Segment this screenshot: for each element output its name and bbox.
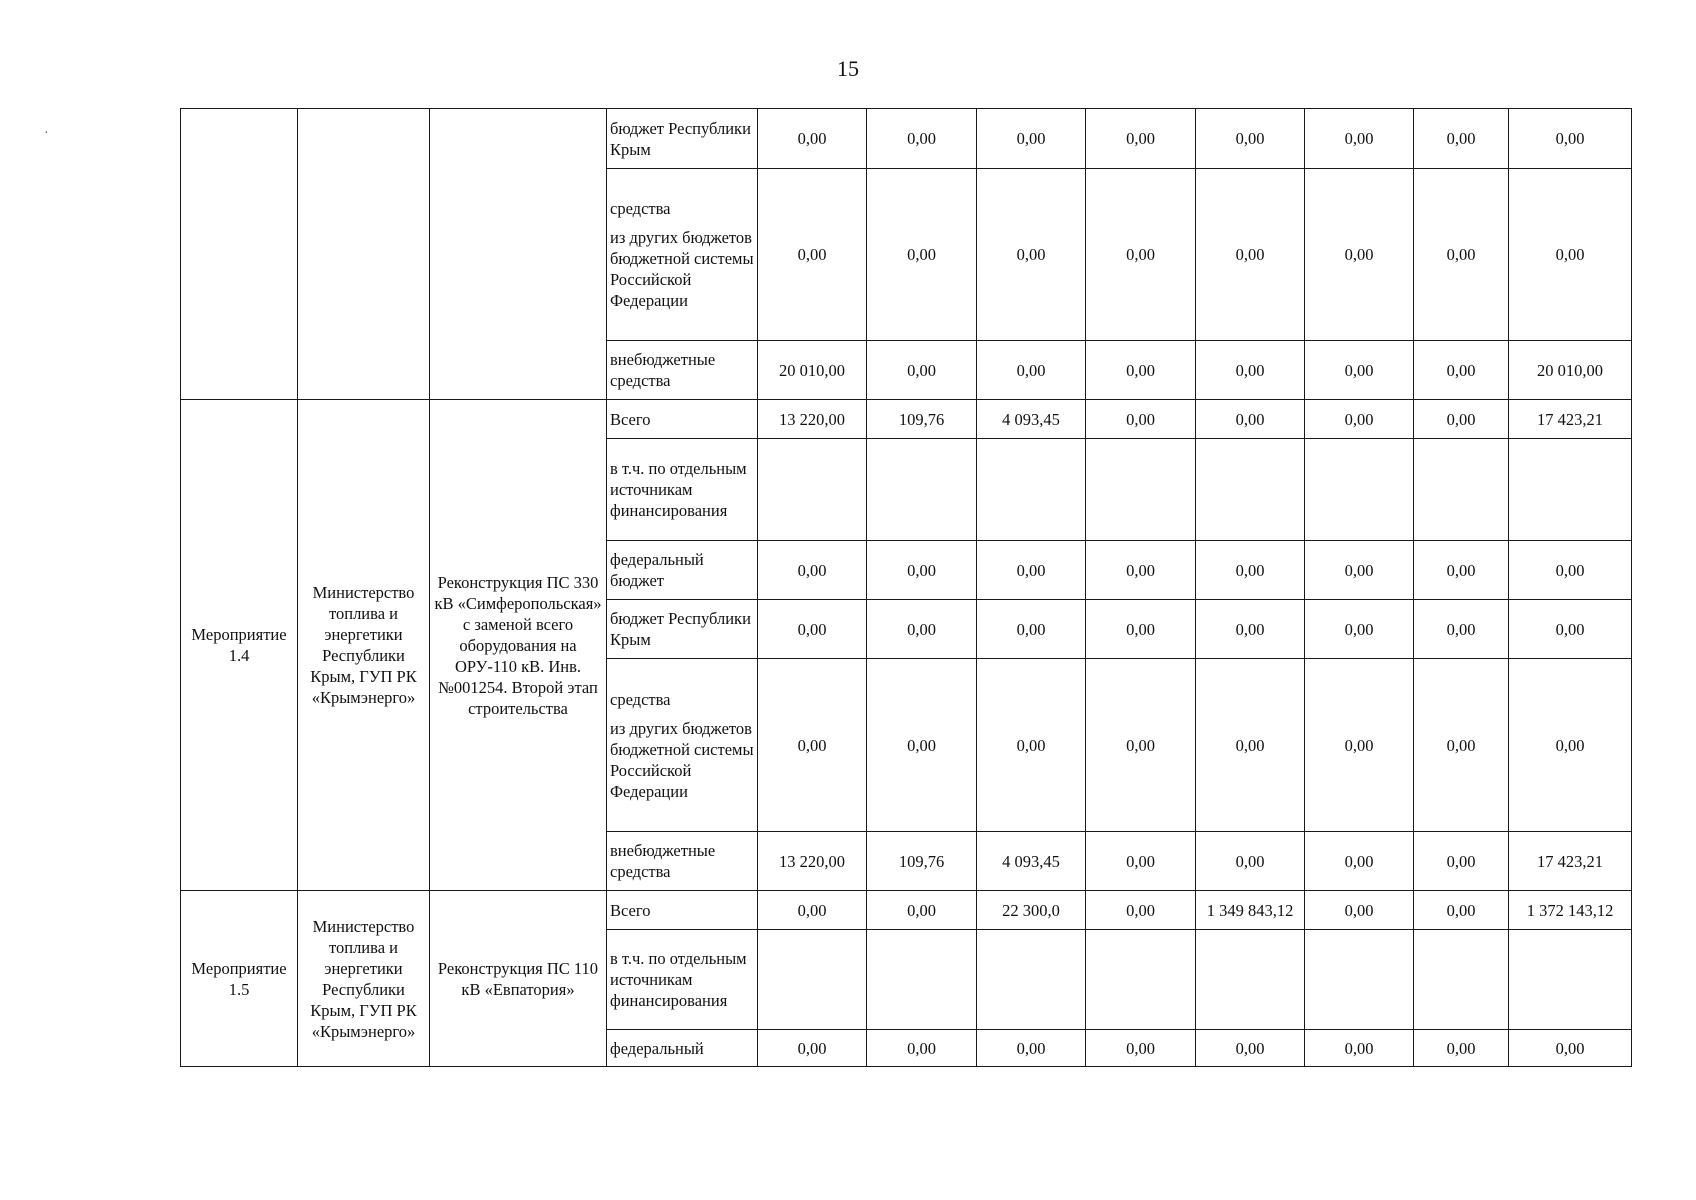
value-cell: 0,00	[867, 541, 977, 600]
value-cell	[1414, 930, 1509, 1030]
value-cell: 0,00	[1086, 541, 1196, 600]
value-cell: 20 010,00	[758, 341, 867, 400]
value-cell	[977, 930, 1086, 1030]
value-cell: 0,00	[758, 659, 867, 832]
value-cell: 0,00	[977, 659, 1086, 832]
value-cell: 0,00	[977, 1030, 1086, 1067]
value-cell: 0,00	[1196, 341, 1305, 400]
value-cell: 0,00	[1305, 832, 1414, 891]
value-cell	[867, 930, 977, 1030]
event-cell	[181, 109, 298, 400]
value-cell: 0,00	[1414, 1030, 1509, 1067]
value-cell: 0,00	[1414, 659, 1509, 832]
value-cell: 0,00	[1305, 659, 1414, 832]
value-cell	[1305, 930, 1414, 1030]
value-cell: 0,00	[867, 891, 977, 930]
source-cell	[607, 659, 758, 832]
value-cell: 0,00	[1196, 109, 1305, 169]
value-cell: 0,00	[758, 541, 867, 600]
source-cell	[607, 169, 758, 341]
value-cell: 0,00	[1305, 1030, 1414, 1067]
value-cell: 0,00	[758, 891, 867, 930]
source-lead: средства	[610, 199, 671, 218]
object-cell: Реконструкция ПС 110 кВ «Евпатория»	[430, 891, 607, 1067]
event-cell: Мероприятие 1.5	[181, 891, 298, 1067]
value-cell	[1305, 439, 1414, 541]
value-cell	[1509, 930, 1632, 1030]
executor-cell: Министерство топлива и энергетики Республики Крым, ГУП РК «Крымэнерго»	[298, 400, 430, 891]
value-cell: 0,00	[1414, 109, 1509, 169]
table-row	[181, 891, 1632, 930]
value-cell: 0,00	[1086, 891, 1196, 930]
value-cell: 0,00	[1414, 169, 1509, 341]
value-cell	[1414, 439, 1509, 541]
executor-cell	[298, 109, 430, 400]
value-cell: 0,00	[1196, 169, 1305, 341]
value-cell	[1086, 930, 1196, 1030]
value-cell: 0,00	[1414, 600, 1509, 659]
value-cell: 0,00	[758, 109, 867, 169]
value-cell: 0,00	[1086, 169, 1196, 341]
source-text: из других бюджетов бюджетной системы Российской Федерации	[610, 228, 754, 310]
value-cell: 4 093,45	[977, 832, 1086, 891]
value-cell: 0,00	[758, 600, 867, 659]
source-cell: бюджет Республики Крым	[607, 109, 758, 169]
table-row	[181, 400, 1632, 439]
value-cell: 0,00	[867, 600, 977, 659]
value-cell: 0,00	[1509, 600, 1632, 659]
source-cell: в т.ч. по отдельным источникам финансирования	[607, 930, 758, 1030]
value-cell	[977, 439, 1086, 541]
value-cell: 0,00	[1196, 1030, 1305, 1067]
value-cell: 0,00	[1196, 832, 1305, 891]
value-cell: 1 349 843,12	[1196, 891, 1305, 930]
value-cell: 0,00	[1414, 341, 1509, 400]
value-cell: 0,00	[1086, 400, 1196, 439]
value-cell: 0,00	[1414, 832, 1509, 891]
value-cell: 0,00	[867, 341, 977, 400]
value-cell: 0,00	[1086, 341, 1196, 400]
value-cell: 0,00	[1509, 1030, 1632, 1067]
source-lead: средства	[610, 689, 671, 709]
value-cell	[1196, 930, 1305, 1030]
source-text: из других бюджетов бюджетной системы Российской Федерации	[610, 718, 754, 801]
value-cell: 0,00	[758, 1030, 867, 1067]
value-cell	[758, 439, 867, 541]
value-cell: 0,00	[1509, 659, 1632, 832]
value-cell: 0,00	[1086, 1030, 1196, 1067]
value-cell: 0,00	[1305, 169, 1414, 341]
value-cell: 0,00	[977, 600, 1086, 659]
value-cell: 0,00	[1305, 891, 1414, 930]
value-cell: 0,00	[867, 109, 977, 169]
object-cell	[430, 109, 607, 400]
value-cell: 0,00	[1305, 400, 1414, 439]
value-cell: 0,00	[1414, 541, 1509, 600]
value-cell: 0,00	[1414, 891, 1509, 930]
value-cell: 0,00	[867, 169, 977, 341]
executor-cell: Министерство топлива и энергетики Республики Крым, ГУП РК «Крымэнерго»	[298, 891, 430, 1067]
source-cell: внебюджетные средства	[607, 341, 758, 400]
value-cell: 1 372 143,12	[1509, 891, 1632, 930]
value-cell: 0,00	[867, 659, 977, 832]
source-cell: внебюджетные средства	[607, 832, 758, 891]
value-cell: 0,00	[1086, 109, 1196, 169]
value-cell: 13 220,00	[758, 832, 867, 891]
value-cell	[1509, 439, 1632, 541]
value-cell: 0,00	[1196, 541, 1305, 600]
value-cell: 0,00	[1086, 832, 1196, 891]
value-cell: 0,00	[1086, 659, 1196, 832]
value-cell: 0,00	[1509, 109, 1632, 169]
object-cell: Реконструкция ПС 330 кВ «Симферопольская» с заменой всего оборудования на ОРУ-110 кВ. Инв. №001254. Второй этап строительства	[430, 400, 607, 891]
value-cell: 0,00	[1196, 659, 1305, 832]
table-row	[181, 109, 1632, 169]
value-cell: 0,00	[1414, 400, 1509, 439]
value-cell: 109,76	[867, 400, 977, 439]
value-cell: 0,00	[1086, 600, 1196, 659]
value-cell: 0,00	[758, 169, 867, 341]
value-cell: 0,00	[1509, 169, 1632, 341]
source-cell: Всего	[607, 891, 758, 930]
value-cell: 0,00	[1305, 600, 1414, 659]
value-cell: 0,00	[977, 541, 1086, 600]
source-cell: бюджет Республики Крым	[607, 600, 758, 659]
source-cell: Всего	[607, 400, 758, 439]
value-cell: 0,00	[977, 341, 1086, 400]
value-cell: 0,00	[1305, 541, 1414, 600]
value-cell: 13 220,00	[758, 400, 867, 439]
source-cell: федеральный бюджет	[607, 541, 758, 600]
value-cell: 0,00	[977, 109, 1086, 169]
value-cell: 0,00	[1305, 109, 1414, 169]
value-cell: 0,00	[1196, 600, 1305, 659]
page-number: 15	[837, 56, 859, 81]
financing-table	[180, 108, 1632, 1067]
scan-mark: ·	[44, 126, 49, 141]
value-cell: 17 423,21	[1509, 832, 1632, 891]
value-cell: 0,00	[1509, 541, 1632, 600]
source-cell: федеральный	[607, 1030, 758, 1067]
event-cell: Мероприятие 1.4	[181, 400, 298, 891]
value-cell	[758, 930, 867, 1030]
value-cell: 4 093,45	[977, 400, 1086, 439]
source-cell: в т.ч. по отдельным источникам финансирования	[607, 439, 758, 541]
value-cell: 0,00	[867, 1030, 977, 1067]
value-cell	[1086, 439, 1196, 541]
value-cell: 109,76	[867, 832, 977, 891]
value-cell: 0,00	[1305, 341, 1414, 400]
value-cell: 0,00	[1196, 400, 1305, 439]
value-cell: 17 423,21	[1509, 400, 1632, 439]
value-cell: 0,00	[977, 169, 1086, 341]
value-cell	[1196, 439, 1305, 541]
value-cell: 20 010,00	[1509, 341, 1632, 400]
value-cell	[867, 439, 977, 541]
value-cell: 22 300,0	[977, 891, 1086, 930]
